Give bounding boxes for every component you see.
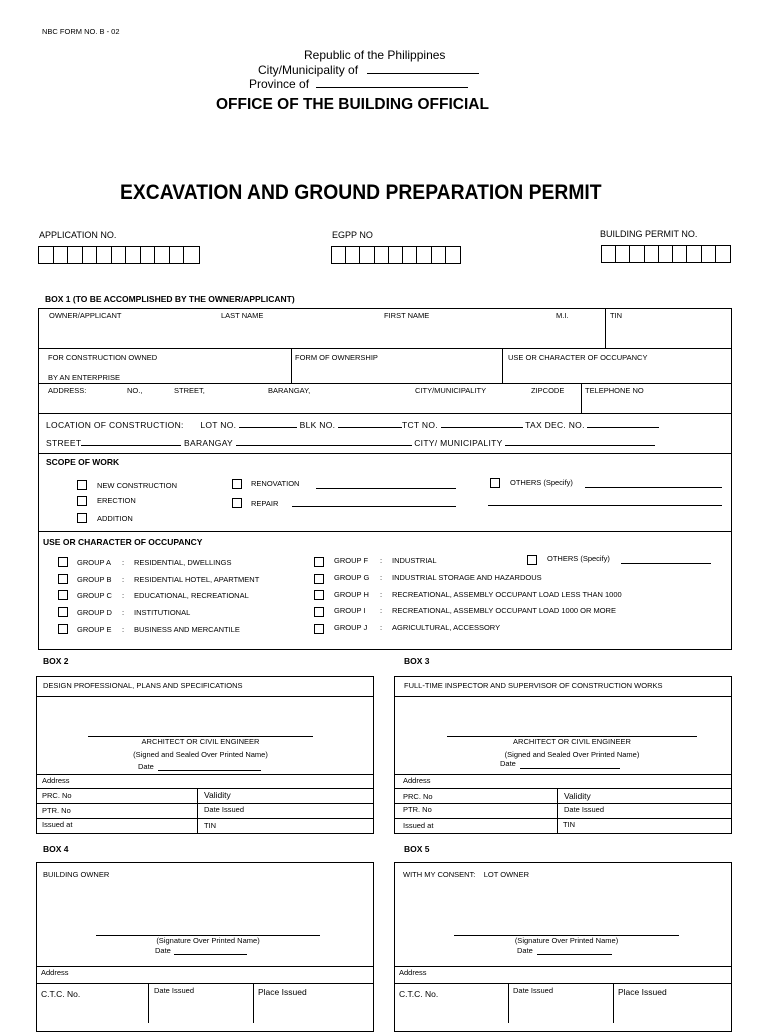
egpp-no-cells[interactable] (331, 246, 461, 264)
group-j-checkbox[interactable] (314, 624, 324, 634)
box3-issued-at-label: Issued at (403, 821, 434, 830)
box5-heading: WITH MY CONSENT: LOT OWNER (403, 870, 529, 879)
group-g-checkbox[interactable] (314, 574, 324, 584)
lot-no-field[interactable] (239, 419, 297, 428)
group-e-checkbox[interactable] (58, 624, 68, 634)
occupancy-title: USE OR CHARACTER OF OCCUPANCY (43, 537, 203, 547)
box4-frame (36, 862, 374, 1032)
group-i-desc: RECREATIONAL, ASSEMBLY OCCUPANT LOAD 1000 OR MORE (392, 606, 616, 615)
box3-date-issued-label: Date Issued (564, 805, 605, 814)
province-line: Province of (249, 77, 468, 91)
box5-label: BOX 5 (404, 844, 430, 854)
renovation-label: RENOVATION (251, 479, 300, 488)
group-e-code: GROUP E (77, 625, 112, 634)
box5-signature-caption: (Signature Over Printed Name) (514, 936, 619, 945)
occupancy-others-field[interactable] (621, 563, 711, 564)
box1-title: BOX 1 (TO BE ACCOMPLISHED BY THE OWNER/APPLICANT) (45, 294, 295, 304)
box3-ptr-label: PTR. No (403, 805, 432, 814)
box2-validity-label: Validity (204, 790, 231, 800)
scope-others-checkbox[interactable] (490, 478, 500, 488)
box2-signer: ARCHITECT OR CIVIL ENGINEER (141, 737, 260, 746)
group-a-code: GROUP A (77, 558, 112, 567)
erection-checkbox[interactable] (77, 496, 87, 506)
group-c-desc: EDUCATIONAL, RECREATIONAL (134, 591, 249, 600)
group-a-desc: RESIDENTIAL, DWELLINGS (134, 558, 232, 567)
group-f-code: GROUP F (334, 556, 369, 565)
group-e-desc: BUSINESS AND MERCANTILE (134, 625, 240, 634)
box5-place-issued-label: Place Issued (618, 987, 667, 997)
address-street-label: STREET, (174, 386, 205, 395)
box3-tin-label: TIN (563, 820, 576, 829)
box3-validity-label: Validity (564, 791, 591, 801)
box4-label: BOX 4 (43, 844, 69, 854)
box4-date-field[interactable] (174, 954, 247, 955)
address-barangay-label: BARANGAY, (268, 386, 311, 395)
mi-label: M.I. (556, 311, 569, 320)
colon: : (380, 590, 383, 599)
group-i-code: GROUP I (334, 606, 366, 615)
group-d-checkbox[interactable] (58, 607, 68, 617)
new-construction-label: NEW CONSTRUCTION (97, 481, 177, 490)
box2-heading: DESIGN PROFESSIONAL, PLANS AND SPECIFICATIONS (43, 681, 243, 690)
box4-address-label: Address (41, 968, 69, 977)
colon: : (380, 606, 383, 615)
colon: : (122, 558, 125, 567)
box3-address-label: Address (403, 776, 431, 785)
loc-barangay-field[interactable] (236, 437, 412, 446)
box4-heading: BUILDING OWNER (43, 870, 110, 879)
colon: : (122, 575, 125, 584)
group-h-desc: RECREATIONAL, ASSEMBLY OCCUPANT LOAD LESS THAN 1000 (392, 590, 622, 599)
city-line: City/Municipality of (258, 63, 479, 77)
address-city-label: CITY/MUNICIPALITY (415, 386, 487, 395)
box3-label: BOX 3 (404, 656, 430, 666)
box3-date-field[interactable] (520, 768, 620, 769)
box5-date-label: Date (517, 946, 533, 955)
city-field[interactable] (367, 65, 479, 74)
loc-city-field[interactable] (505, 437, 655, 446)
box5-address-label: Address (399, 968, 427, 977)
scope-title: SCOPE OF WORK (46, 457, 120, 467)
enterprise-label: BY AN ENTERPRISE (48, 373, 120, 382)
new-construction-checkbox[interactable] (77, 480, 87, 490)
group-c-code: GROUP C (77, 591, 112, 600)
colon: : (380, 623, 383, 632)
group-i-checkbox[interactable] (314, 607, 324, 617)
group-b-checkbox[interactable] (58, 574, 68, 584)
page-title: EXCAVATION AND GROUND PREPARATION PERMIT (120, 181, 602, 204)
box5-date-issued-label: Date Issued (513, 986, 554, 995)
repair-checkbox[interactable] (232, 498, 242, 508)
colon: : (122, 625, 125, 634)
loc-street-field[interactable] (81, 437, 181, 446)
colon: : (380, 573, 383, 582)
province-field[interactable] (316, 79, 468, 88)
scope-others-label: OTHERS (Specify) (510, 478, 573, 487)
tct-no-field[interactable] (441, 419, 523, 428)
group-h-code: GROUP H (334, 590, 369, 599)
group-a-checkbox[interactable] (58, 557, 68, 567)
group-j-desc: AGRICULTURAL, ACCESSORY (392, 623, 501, 632)
group-j-code: GROUP J (334, 623, 368, 632)
repair-label: REPAIR (251, 499, 279, 508)
group-c-checkbox[interactable] (58, 590, 68, 600)
renovation-checkbox[interactable] (232, 479, 242, 489)
box2-label: BOX 2 (43, 656, 69, 666)
telephone-label: TELEPHONE NO (585, 386, 644, 395)
group-d-desc: INSTITUTIONAL (134, 608, 191, 617)
building-permit-no-cells[interactable] (601, 245, 731, 263)
renovation-field[interactable] (316, 488, 456, 489)
addition-label: ADDITION (97, 514, 133, 523)
tin-label: TIN (610, 311, 623, 320)
box2-prc-label: PRC. No (42, 791, 72, 800)
box3-signer: ARCHITECT OR CIVIL ENGINEER (513, 737, 631, 746)
republic-line: Republic of the Philippines (304, 48, 446, 62)
box2-address-label: Address (42, 776, 70, 785)
location-line-2: STREET BARANGAY CITY/ MUNICIPALITY (46, 437, 655, 448)
group-b-desc: RESIDENTIAL HOTEL, APARTMENT (134, 575, 260, 584)
box3-signed: (Signed and Sealed Over Printed Name) (504, 750, 640, 759)
box4-signature-caption: (Signature Over Printed Name) (156, 936, 260, 945)
group-g-code: GROUP G (334, 573, 370, 582)
box4-date-issued-label: Date Issued (154, 986, 195, 995)
address-no-label: NO., (127, 386, 143, 395)
zipcode-label: ZIPCODE (531, 386, 565, 395)
scope-others-field[interactable] (585, 487, 722, 488)
building-permit-no-label: BUILDING PERMIT NO. (600, 229, 698, 239)
group-b-code: GROUP B (77, 575, 112, 584)
box3-prc-label: PRC. No (403, 792, 433, 801)
blk-no-field[interactable] (338, 419, 402, 428)
application-no-label: APPLICATION NO. (39, 230, 117, 240)
occupancy-others-label: OTHERS (Specify) (547, 554, 610, 563)
group-h-checkbox[interactable] (314, 590, 324, 600)
occupancy-others-checkbox[interactable] (527, 555, 537, 565)
box5-frame (394, 862, 732, 1032)
addition-checkbox[interactable] (77, 513, 87, 523)
tax-dec-field[interactable] (587, 419, 659, 428)
owner-applicant-label: OWNER/APPLICANT (49, 311, 122, 320)
scope-others-field-2[interactable] (488, 505, 722, 506)
group-g-desc: INDUSTRIAL STORAGE AND HAZARDOUS (392, 573, 542, 582)
box4-date-label: Date (155, 946, 171, 955)
box2-ptr-label: PTR. No (42, 806, 71, 815)
box5-ctc-label: C.T.C. No. (399, 989, 439, 999)
colon: : (122, 608, 125, 617)
box2-date-label: Date (138, 762, 154, 771)
use-character-label: USE OR CHARACTER OF OCCUPANCY (508, 353, 648, 362)
office-title: OFFICE OF THE BUILDING OFFICIAL (216, 96, 489, 113)
box4-ctc-label: C.T.C. No. (41, 989, 81, 999)
address-label: ADDRESS: (48, 386, 87, 395)
group-d-code: GROUP D (77, 608, 112, 617)
repair-field[interactable] (292, 506, 456, 507)
first-name-label: FIRST NAME (384, 311, 430, 320)
group-f-checkbox[interactable] (314, 557, 324, 567)
group-f-desc: INDUSTRIAL (392, 556, 437, 565)
colon: : (122, 591, 125, 600)
last-name-label: LAST NAME (221, 311, 264, 320)
box2-signed: (Signed and Sealed Over Printed Name) (133, 750, 268, 759)
colon: : (380, 556, 383, 565)
box4-place-issued-label: Place Issued (258, 987, 307, 997)
box2-issued-at-label: Issued at (42, 820, 73, 829)
form-number: NBC FORM NO. B - 02 (42, 27, 120, 36)
box2-date-field[interactable] (158, 770, 261, 771)
egpp-no-label: EGPP NO (332, 230, 373, 240)
box3-heading: FULL-TIME INSPECTOR AND SUPERVISOR OF CONSTRUCTION WORKS (404, 681, 663, 690)
erection-label: ERECTION (97, 496, 136, 505)
application-no-cells[interactable] (38, 246, 200, 264)
box3-date-label: Date (500, 759, 516, 768)
box5-date-field[interactable] (537, 954, 612, 955)
construction-owned-label: FOR CONSTRUCTION OWNED (48, 353, 158, 362)
box2-date-issued-label: Date Issued (204, 805, 245, 814)
location-line: LOCATION OF CONSTRUCTION: LOT NO. BLK NO. TCT NO. TAX DEC. NO. (46, 419, 659, 430)
form-of-ownership-label: FORM OF OWNERSHIP (295, 353, 378, 362)
box2-tin-label: TIN (204, 821, 217, 830)
